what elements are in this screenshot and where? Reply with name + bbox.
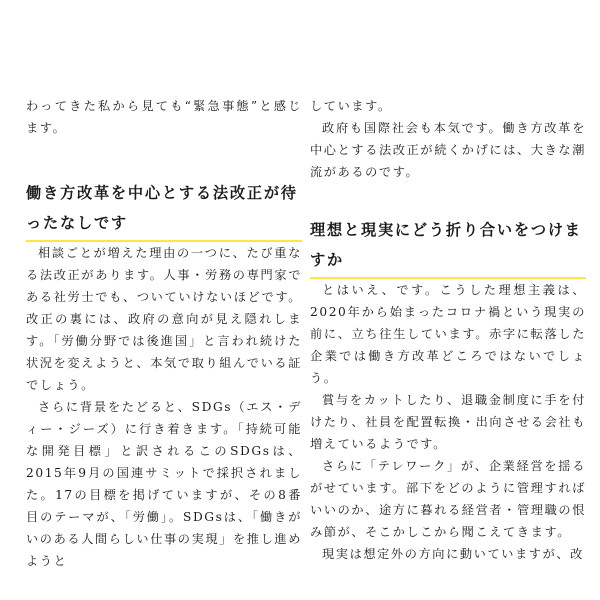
right-paragraph-3: さらに「テレワーク」が、企業経営を揺るがせています。部下をどのように管理すればいいのか、途方に暮れる経営者・管理職の恨み節が、そこかしこから聞こえてきます。 — [310, 459, 586, 539]
left-section-heading-text: 働き方改革を中心とする法改正が待ったなしです — [26, 184, 298, 232]
right-intro-paragraph: 政府も国際社会も本気です。働き方改革を中心とする法改正が続くかげには、大きな潮流があるのです。 — [310, 121, 586, 179]
right-paragraph-4: 現実は想定外の方向に動いていますが、改 — [322, 547, 584, 561]
right-section-heading — [310, 215, 586, 279]
left-section-heading — [26, 178, 302, 242]
right-intro-line-1: しています。 — [310, 99, 392, 113]
left-column — [26, 95, 302, 572]
right-heading-underline — [310, 277, 586, 279]
left-paragraph-1: 相談ごとが増えた理由の一つに、たび重なる法改正があります。人事・労務の専門家である社労士でも、ついていけないほどです。改正の裏には、政府の意向が見え隠れします。「労働分野では後進国」と言われ続けた状況を変えようと、本気で取り組んでいる証でしょう。 — [26, 246, 302, 392]
left-intro-text: わってきた私から見ても“緊急事態”と感じます。 — [26, 99, 302, 135]
left-heading-underline — [26, 240, 302, 242]
right-paragraph-2: 賞与をカットしたり、退職金制度に手を付けたり、社員を配置転換・出向させる会社も増えているようです。 — [310, 393, 586, 451]
left-paragraph-2: さらに背景をたどると、SDGs（エス・ディー・ジーズ）に行き着きます。「持続可能な開発目標」と訳されるこのSDGsは、2015年9月の国連サミットで採択されました。17の目標を掲げていますが、その8番目のテーマが、「労働」。SDGsは、「働きがいのある人間らしい仕事の実現」を推し進めようと — [26, 400, 302, 568]
right-section-heading-text: 理想と現実にどう折り合いをつけますか — [310, 221, 582, 269]
right-paragraph-1: とはいえ、です。こうした理想主義は、2020年から始まったコロナ禍という現実の前に、立ち往生しています。赤字に転落した企業では働き方改革どころではないでしょう。 — [310, 283, 586, 385]
right-column — [310, 95, 586, 565]
